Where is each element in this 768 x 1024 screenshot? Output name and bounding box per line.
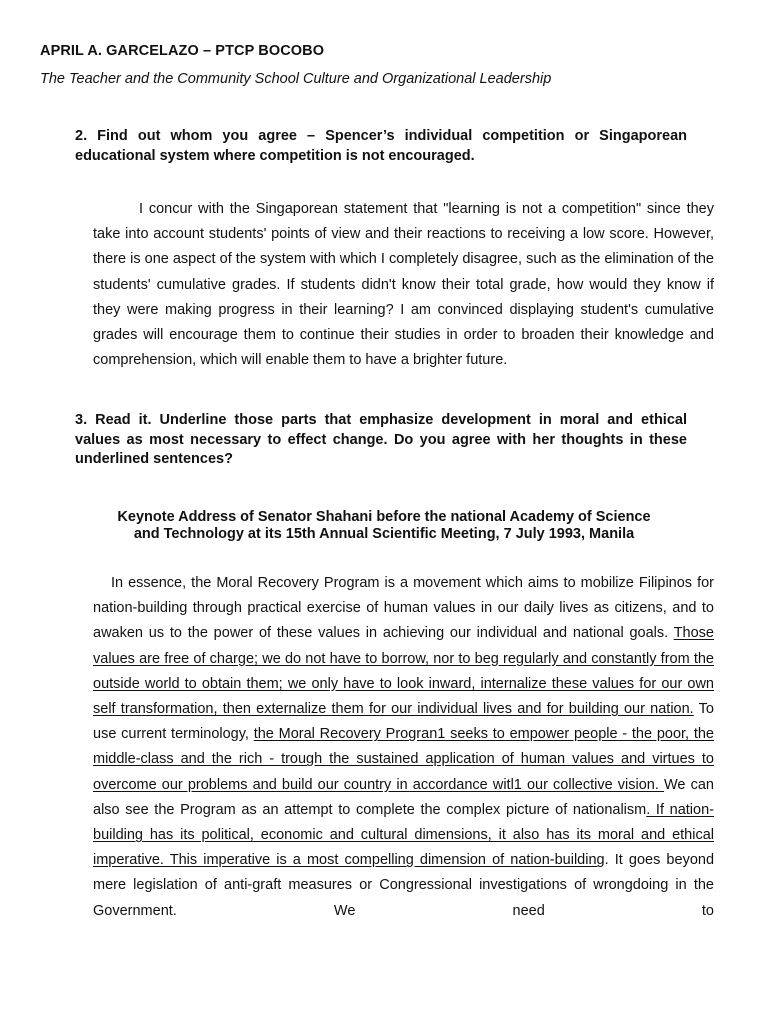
question-2: 2. Find out whom you agree – Spencer’s individual competition or Singaporean educational system where competition is not encouraged.: [75, 128, 687, 164]
question-3: 3. Read it. Underline those parts that emphasize development in moral and ethical values as most necessary to effect change. Do you agree with her thoughts in these underlined sentences?: [75, 412, 687, 467]
excerpt-text: . It goes beyond mere legislation of anti-graft measures or Congressional investigations of wrongdoing in the Government. We need to: [93, 852, 715, 919]
excerpt-text: We can also see the Program as an attempt to complete the complex picture of nationalism: [93, 776, 714, 818]
course-title: The Teacher and the Community School Culture and Organizational Leadership: [40, 71, 552, 87]
answer-paragraph: I concur with the Singaporean statement that "learning is not a competition" since they take into account students' points of view and their reactions to receiving a low score. However, there is one aspect of the system with which I completely disagree, such as the elimination of the students' cumulative grades. If students didn't know their total grade, how would they know if they were making progress in their learning? I am convinced displaying student's cumulative grades will encourage them to continue their studies in order to broaden their knowledge and comprehension, which will enable them to have a brighter future.: [93, 201, 714, 369]
excerpt-text: In essence, the Moral Recovery Program is a movement which aims to mobilize Filipinos for nation-building through practical exercise of human values in our daily lives as citizens, and to awaken us to the power of these values in achieving our individual and national goals.: [93, 575, 714, 642]
keynote-title: Keynote Address of Senator Shahani before the national Academy of Science and Technology at its 15th Annual Scientific Meeting, 7 July 1993, Manila: [117, 509, 651, 542]
author-heading: APRIL A. GARCELAZO – PTCP BOCOBO: [40, 43, 325, 59]
keynote-excerpt: [93, 571, 714, 924]
underlined-passage: Those values are free of charge; we do not have to borrow, nor to beg regularly and constantly from the outside world to obtain them; we only have to look inward, internalize these values for our own self transformation, then externalize them for our individual lives and for building our nation.: [93, 625, 714, 718]
underlined-passage: the Moral Recovery Progran1 seeks to empower people - the poor, the middle-class and the rich - trough the sustained application of human values and virtues to overcome our problems and build our country in accordance witl1 our collective vision.: [93, 726, 714, 793]
excerpt-text: To use current terminology,: [93, 701, 714, 743]
underlined-passage: . If nation-building has its political, economic and cultural dimensions, it also has its moral and ethical imperative. This imperative is a most compelling dimension of nation-building: [93, 801, 714, 869]
